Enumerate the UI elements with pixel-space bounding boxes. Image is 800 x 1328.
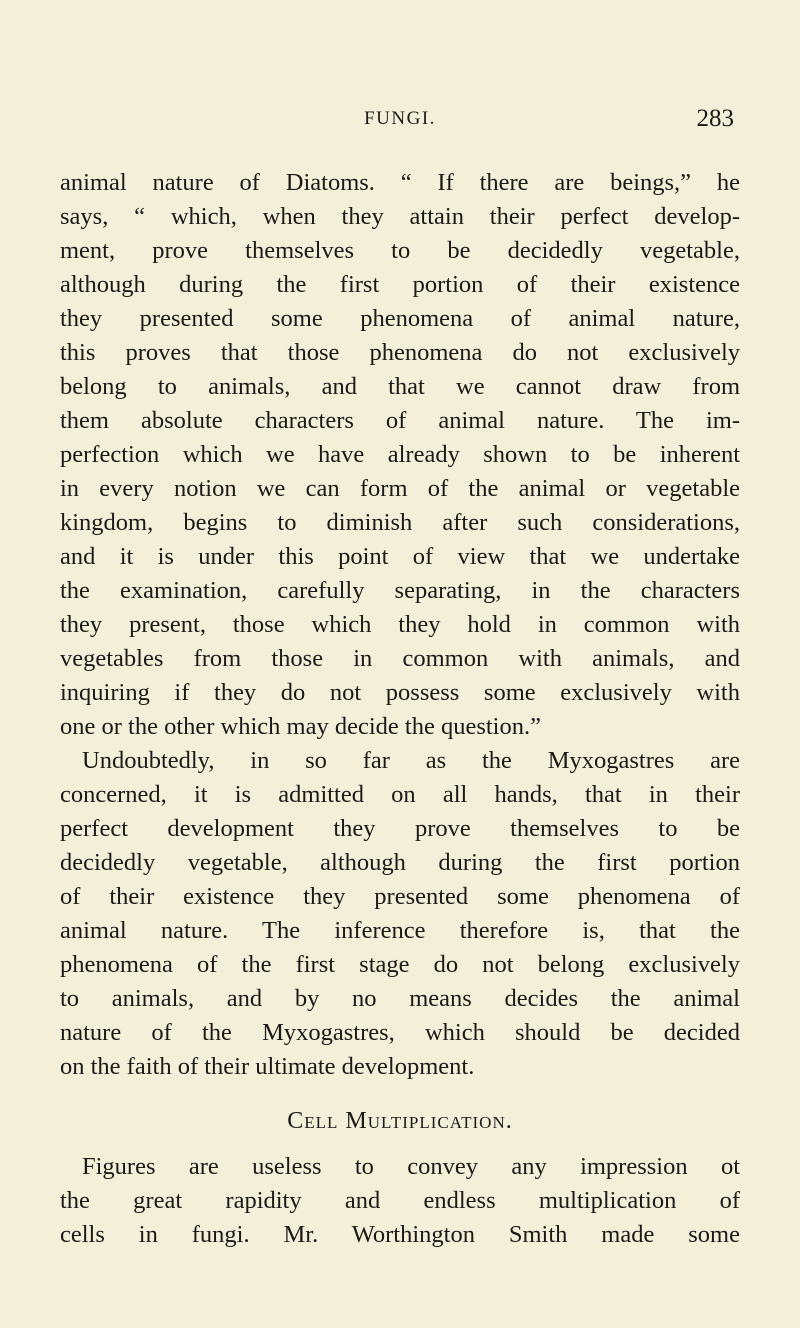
page-number: 283 [696, 105, 734, 132]
paragraph-myxogastres [60, 744, 740, 1084]
text-line: animal nature of Diatoms. “ If there are beings,” he [60, 169, 740, 196]
text-line: phenomena of the first stage do not belong exclusively [60, 951, 740, 978]
text-line: this proves that those phenomena do not exclusively [60, 339, 740, 366]
text-line: says, “ which, when they attain their perfect develop- [60, 203, 740, 230]
text-line: ment, prove themselves to be decidedly vegetable, [60, 237, 740, 264]
running-head-title: FUNGI. [364, 108, 436, 129]
paragraph-diatoms-quote [60, 166, 740, 744]
text-line: belong to animals, and that we cannot draw from [60, 373, 740, 400]
text-line: although during the first portion of their existence [60, 271, 740, 298]
text-line: concerned, it is admitted on all hands, that in their [60, 781, 740, 808]
text-line: them absolute characters of animal nature. The im- [60, 407, 740, 434]
text-line: perfection which we have already shown to be inherent [60, 441, 740, 468]
text-line: Undoubtedly, in so far as the Myxogastres are [82, 747, 740, 774]
text-line: and it is under this point of view that we undertake [60, 543, 740, 570]
text-line: cells in fungi. Mr. Worthington Smith made some [60, 1221, 740, 1248]
text-line: in every notion we can form of the animal or vegetable [60, 475, 740, 502]
text-line: decidedly vegetable, although during the first portion [60, 849, 740, 876]
text-line: the great rapidity and endless multiplication of [60, 1187, 740, 1214]
text-line: the examination, carefully separating, in the characters [60, 577, 740, 604]
text-line: perfect development they prove themselves to be [60, 815, 740, 842]
body-text [60, 166, 740, 1252]
text-line: one or the other which may decide the question.” [60, 713, 541, 740]
text-line: animal nature. The inference therefore is, that the [60, 917, 740, 944]
text-line: kingdom, begins to diminish after such considerations, [60, 509, 740, 536]
text-line: they presented some phenomena of animal nature, [60, 305, 740, 332]
text-line: of their existence they presented some phenomena of [60, 883, 740, 910]
running-head [60, 105, 740, 140]
text-line: on the faith of their ultimate development. [60, 1053, 475, 1080]
paragraph-cell-multiplication [60, 1150, 740, 1252]
text-line: nature of the Myxogastres, which should be decided [60, 1019, 740, 1046]
text-line: Figures are useless to convey any impression ot [82, 1153, 740, 1180]
section-heading: Cell Multiplication. [287, 1108, 513, 1134]
text-line: vegetables from those in common with animals, and [60, 645, 740, 672]
text-line: to animals, and by no means decides the animal [60, 985, 740, 1012]
text-line: inquiring if they do not possess some exclusively with [60, 679, 740, 706]
text-line: they present, those which they hold in common with [60, 611, 740, 638]
